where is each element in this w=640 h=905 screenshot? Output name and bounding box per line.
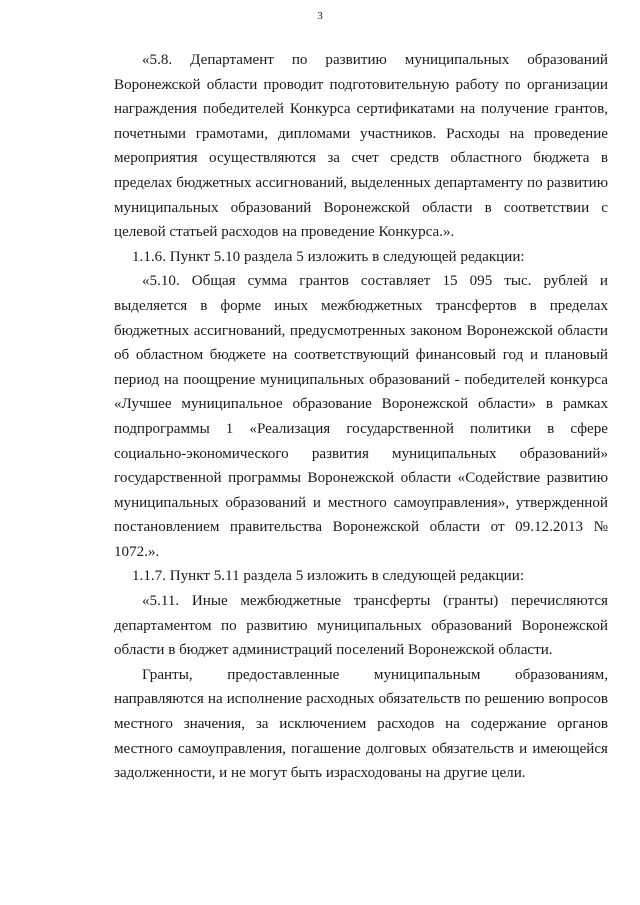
paragraph-grants: Гранты, предоставленные муниципальным образованиям, направляются на исполнение расходных обязательств по решению вопросов местного значения, за исключением расходов на содержание органов местного самоуправления, погашение долговых обязательств и имеющейся задолженности, и не могут быть израсходованы на другие цели. <box>114 666 608 782</box>
document-body <box>114 48 608 786</box>
page-number: 3 <box>317 10 323 22</box>
paragraph-5-10: «5.10. Общая сумма грантов составляет 15 095 тыс. рублей и выделяется в форме иных межбюджетных трансфертов в пределах бюджетных ассигнований, предусмотренных законом Воронежской области об областном бюджете на соответствующий финансовый год и плановый период на поощрение муниципальных образований - победителей конкурса «Лучшее муниципальное образование Воронежской области» в рамках подпрограммы 1 «Реализация государственной политики в сфере социально-экономического развития муниципальных образований» государственной программы Воронежской области «Содействие развитию муниципальных образований и местного самоуправления», утвержденной постановлением правительства Воронежской области от 09.12.2013 № 1072.». <box>114 273 608 560</box>
paragraph-5-11: «5.11. Иные межбюджетные трансферты (гранты) перечисляются департаментом по развитию муниципальных образований Воронежской области в бюджет администраций поселений Воронежской области. <box>114 593 608 659</box>
paragraph-1-1-7: 1.1.7. Пункт 5.11 раздела 5 изложить в следующей редакции: <box>132 568 525 585</box>
paragraph-1-1-6: 1.1.6. Пункт 5.10 раздела 5 изложить в следующей редакции: <box>132 248 525 265</box>
paragraph-5-8: «5.8. Департамент по развитию муниципальных образований Воронежской области проводит подготовительную работу по организации награждения победителей Конкурса сертификатами на получение грантов, почетными грамотами, дипломами участников. Расходы на проведение мероприятия осуществляются за счет средств областного бюджета в пределах бюджетных ассигнований, выделенных департаменту по развитию муниципальных образований Воронежской области в соответствии с целевой статьей расходов на проведение Конкурса.». <box>114 52 608 241</box>
